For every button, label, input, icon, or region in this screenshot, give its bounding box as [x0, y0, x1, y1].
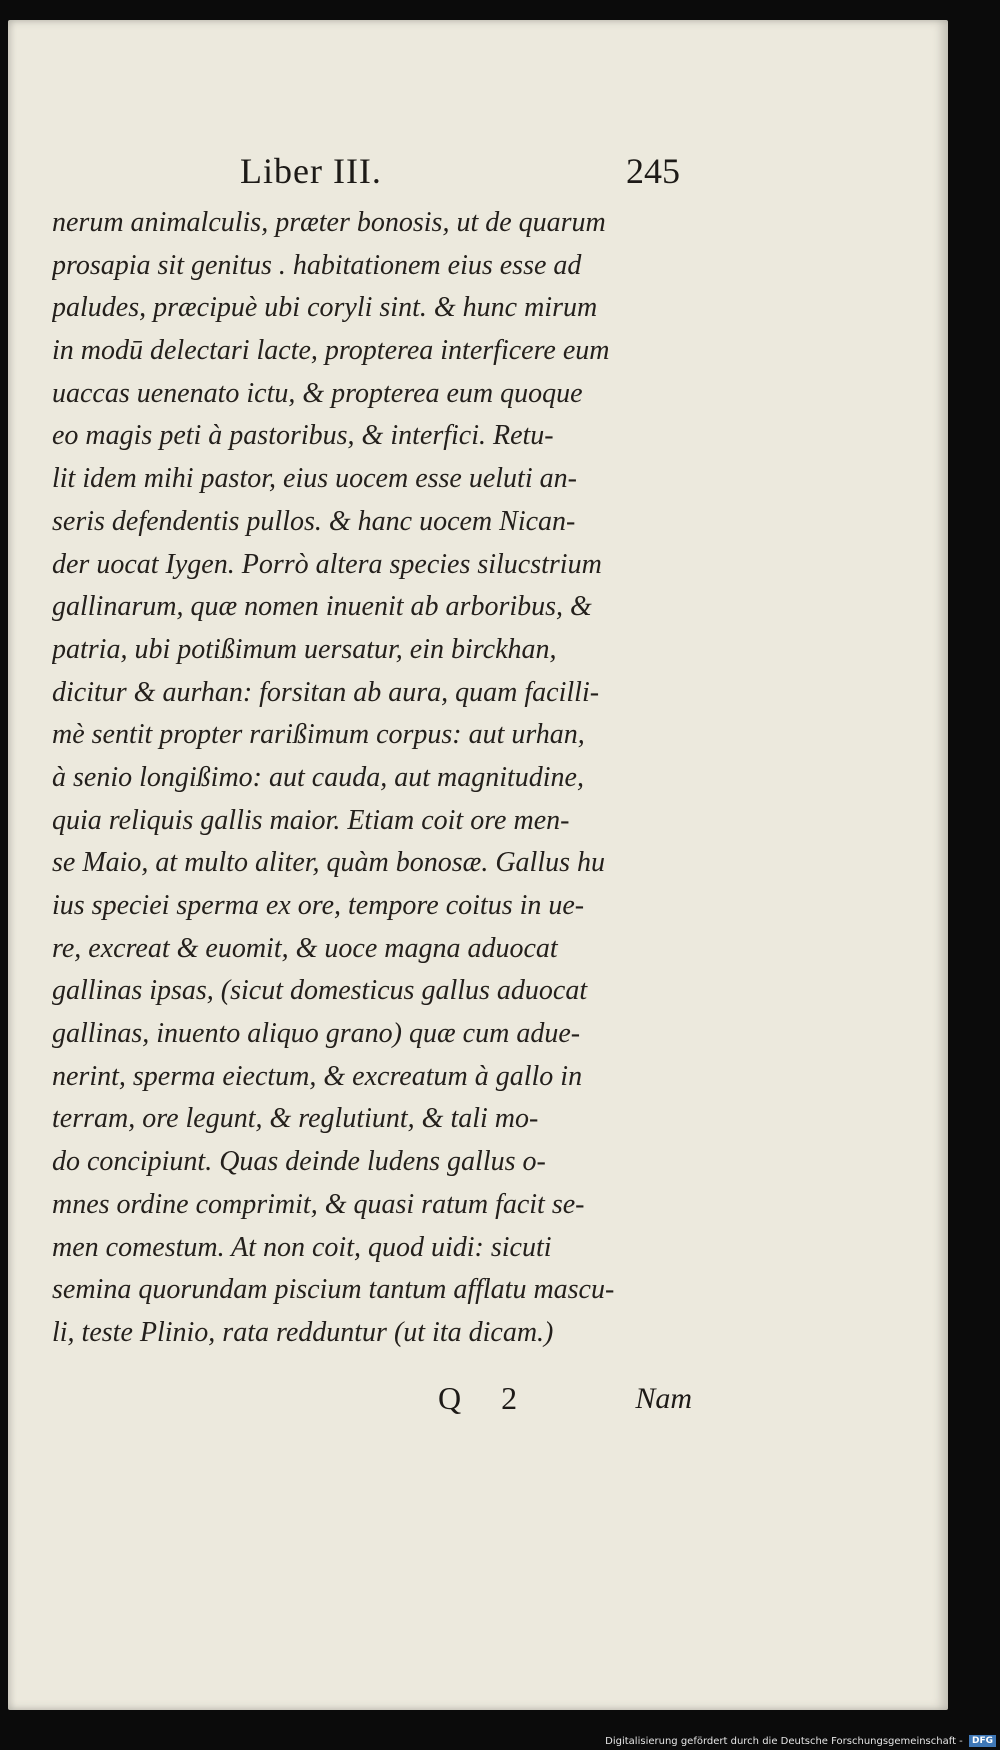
text-line: paludes, præcipuè ubi coryli sint. & hunc mirum	[52, 292, 598, 324]
page-footer	[438, 1380, 692, 1430]
text-line: do concipiunt. Quas deinde ludens gallus o-	[52, 1146, 546, 1178]
text-block	[52, 202, 692, 1355]
text-line: se Maio, at multo aliter, quàm bonosæ. Gallus hu	[52, 847, 606, 879]
text-line: dicitur & aurhan: forsitan ab aura, quam facilli-	[52, 676, 600, 708]
text-line: men comestum. At non coit, quod uidi: sicuti	[52, 1231, 552, 1263]
text-line: mnes ordine comprimit, & quasi ratum facit se-	[52, 1188, 585, 1220]
text-line: gallinas ipsas, (sicut domesticus gallus aduocat	[52, 975, 588, 1007]
text-line: re, excreat & euomit, & uoce magna aduocat	[52, 932, 558, 964]
text-line: nerum animalculis, præter bonosis, ut de quarum	[52, 207, 606, 238]
text-line: gallinarum, quæ nomen inuenit ab arboribus, &	[52, 591, 592, 623]
text-line: terram, ore legunt, & reglutiunt, & tali mo-	[52, 1103, 539, 1135]
text-line: prosapia sit genitus . habitationem eius esse ad	[52, 249, 582, 281]
text-line: li, teste Plinio, rata redduntur (ut ita dicam.)	[52, 1316, 554, 1348]
book-page	[8, 20, 948, 1710]
text-line: in modū delectari lacte, propterea interficere eum	[52, 335, 610, 367]
text-line: patria, ubi potißimum uersatur, ein birckhan,	[52, 633, 557, 665]
page-number: 245	[626, 151, 680, 191]
text-line: gallinas, inuento aliquo grano) quæ cum adue-	[52, 1018, 581, 1050]
dfg-logo-icon: DFG	[969, 1735, 996, 1747]
text-line: mè sentit propter rarißimum corpus: aut urhan,	[52, 719, 585, 751]
text-line: quia reliquis gallis maior. Etiam coit ore men-	[52, 804, 570, 836]
text-line: semina quorundam piscium tantum afflatu mascu-	[52, 1274, 615, 1306]
text-line: ius speciei sperma ex ore, tempore coitus in ue-	[52, 890, 585, 921]
signature-mark: Q 2	[438, 1380, 534, 1416]
text-line: uaccas uenenato ictu, & propterea eum quoque	[52, 377, 583, 409]
text-line: nerint, sperma eiectum, & excreatum à gallo in	[52, 1060, 583, 1092]
credit-text: Digitalisierung gefördert durch die Deutsche Forschungsgemeinschaft -	[605, 1736, 963, 1747]
text-line: eo magis peti à pastoribus, & interfici. Retu-	[52, 420, 554, 452]
running-head: Liber III.	[240, 151, 382, 191]
digitization-credit	[605, 1735, 996, 1747]
text-line: seris defendentis pullos. & hanc uocem Nican-	[52, 505, 576, 537]
catchword: Nam	[635, 1382, 692, 1415]
text-line: der uocat Iygen. Porrò altera species silucstrium	[52, 548, 602, 580]
text-line: à senio longißimo: aut cauda, aut magnitudine,	[52, 761, 584, 793]
text-line: lit idem mihi pastor, eius uocem esse ueluti an-	[52, 463, 577, 495]
page-header	[240, 142, 680, 202]
